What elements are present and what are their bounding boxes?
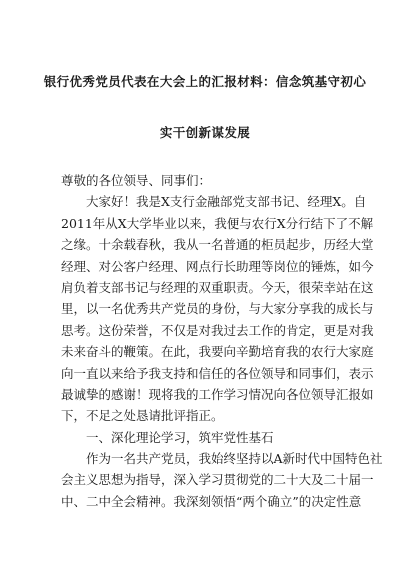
- paragraph-line: 2011年从X大学毕业以来，我便与农行X分行结下了不解: [61, 215, 374, 231]
- document-body: [61, 170, 383, 512]
- paragraph-line: 肩负着支部书记与经理的双重职责。今天，很荣幸站在这: [61, 279, 374, 295]
- paragraph-line: 中、二中全会精神。我深刻领悟“两个确立”的决定性意: [61, 493, 362, 509]
- paragraph-line: 里，以一名优秀共产党员的身份，与大家分享我的成长与: [61, 301, 374, 317]
- paragraph-line: 会主义思想为指导，深入学习贯彻党的二十大及二十届一: [61, 472, 374, 488]
- section-heading: 一、深化理论学习，筑牢党性基石: [86, 429, 274, 445]
- paragraph-line: 未来奋斗的鞭策。在此，我要向辛勤培育我的农行大家庭: [61, 344, 374, 360]
- paragraph-line: 最诚挚的感谢！现将我的工作学习情况向各位领导汇报如: [61, 386, 374, 402]
- salutation-line: 尊敬的各位领导、同事们：: [61, 173, 212, 188]
- paragraph-line: 下，不足之处恳请批评指正。: [61, 408, 224, 424]
- paragraph-line: 思考。这份荣誉，不仅是对我过去工作的肯定，更是对我: [61, 322, 374, 338]
- paragraph-line: 之缘。十余载春秋，我从一名普通的柜员起步，历经大堂: [61, 237, 374, 253]
- document-title-line-1: 银行优秀党员代表在大会上的汇报材料：信念筑基守初心: [43, 74, 367, 89]
- document-title-line-2: 实干创新谋发展: [159, 125, 251, 140]
- paragraph-line: 向一直以来给予我支持和信任的各位领导和同事们，表示: [61, 365, 374, 381]
- paragraph-line: 大家好！我是X支行金融部党支部书记、经理X。自: [86, 194, 367, 210]
- paragraph-line: 作为一名共产党员，我始终坚持以A新时代中国特色社: [86, 451, 383, 467]
- paragraph-line: 经理、对公客户经理、网点行长助理等岗位的锤炼，如今: [61, 258, 374, 274]
